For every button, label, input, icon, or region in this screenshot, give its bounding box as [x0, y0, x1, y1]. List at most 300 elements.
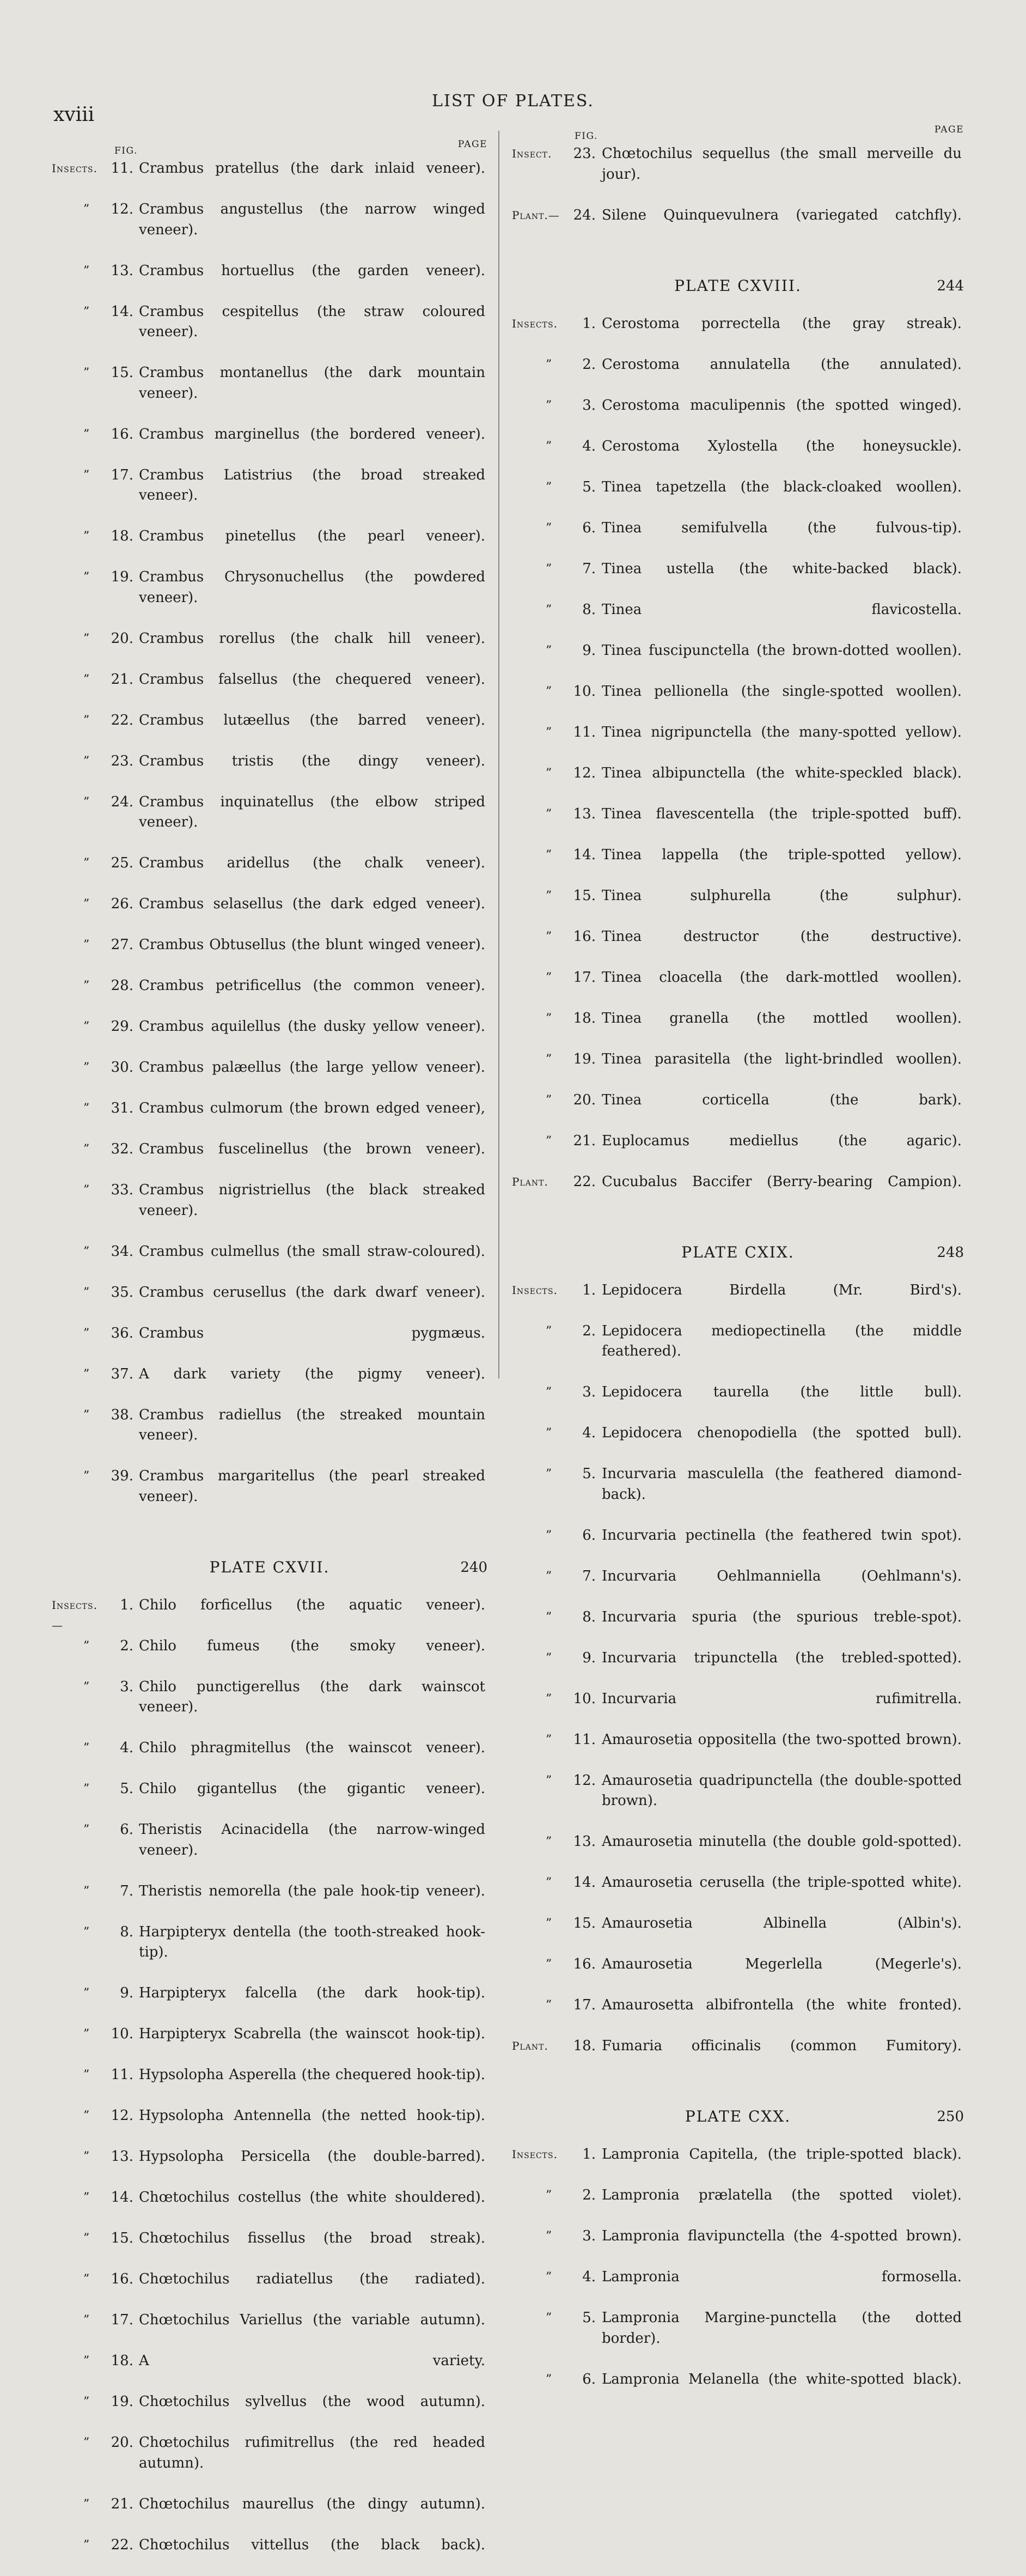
- figure-number: 9.: [120, 1985, 133, 2001]
- list-item: [512, 2226, 964, 2267]
- figure-number: 3.: [120, 1678, 133, 1695]
- list-item: [52, 302, 487, 363]
- ditto-mark: ”: [83, 754, 90, 768]
- species-entry: A dark variety (the pigmy veneer).: [139, 1365, 485, 1382]
- figure-number: 15.: [573, 1915, 596, 1931]
- species-entry: Crambus tristis (the dingy veneer).: [139, 752, 485, 769]
- ditto-mark: ”: [83, 2191, 90, 2204]
- ditto-mark: ”: [83, 713, 90, 727]
- list-item: [512, 396, 964, 436]
- figure-number: 12.: [573, 764, 596, 781]
- list-item: [512, 1832, 964, 1873]
- category-label: Insects.: [512, 1283, 558, 1297]
- species-entry: Crambus margaritellus (the pearl streaked veneer).: [139, 1468, 485, 1505]
- page-heading: PAGE: [934, 124, 964, 135]
- species-entry: Silene Quinquevulnera (variegated catchfly).: [602, 206, 962, 223]
- species-entry: Tinea lappella (the triple-spotted yellow).: [602, 846, 962, 863]
- species-entry: Crambus palæellus (the large yellow veneer).: [139, 1059, 485, 1076]
- list-item: [512, 559, 964, 600]
- list-item: [512, 1280, 964, 1321]
- figure-number: 25.: [111, 855, 133, 871]
- list-item: [52, 710, 487, 751]
- list-item: [512, 477, 964, 518]
- plate-cxvii-list: [52, 1595, 487, 2576]
- figure-number: 1.: [582, 1281, 596, 1298]
- ditto-mark: ”: [546, 807, 552, 821]
- list-item: [512, 1607, 964, 1648]
- figure-number: 21.: [111, 671, 133, 688]
- ditto-mark: ”: [546, 1386, 552, 1399]
- figure-number: 37.: [111, 1365, 133, 1382]
- species-entry: Cerostoma porrectella (the gray streak).: [602, 315, 962, 332]
- figure-number: 8.: [582, 1608, 596, 1625]
- list-item: [512, 1131, 964, 1172]
- ditto-mark: ”: [83, 672, 90, 686]
- figure-number: 33.: [111, 1182, 133, 1198]
- list-item: [512, 2036, 964, 2077]
- ditto-mark: ”: [546, 603, 552, 617]
- species-entry: Tinea flavicostella.: [602, 601, 962, 618]
- list-item: [512, 2308, 964, 2370]
- plate-heading-cxix: [512, 1241, 964, 1272]
- figure-number: 4.: [582, 438, 596, 454]
- plate-heading-cxvii: [52, 1556, 487, 1587]
- list-item: [52, 2024, 487, 2065]
- running-title: LIST OF PLATES.: [432, 92, 594, 111]
- species-entry: Tinea tapetzella (the black-cloaked woollen).: [602, 478, 962, 495]
- ditto-mark: ”: [546, 766, 552, 780]
- species-entry: Crambus culmellus (the small straw-coloured).: [139, 1243, 485, 1260]
- species-entry: Tinea semifulvella (the fulvous-tip).: [602, 519, 962, 536]
- species-entry: Cerostoma Xylostella (the honeysuckle).: [602, 438, 962, 454]
- list-item: [52, 1323, 487, 1364]
- ditto-mark: ”: [546, 1692, 552, 1706]
- ditto-mark: ”: [83, 1639, 90, 1653]
- figure-number: 13.: [111, 2148, 133, 2165]
- species-entry: Crambus rorellus (the chalk hill veneer).: [139, 630, 485, 647]
- figure-number: 36.: [111, 1325, 133, 1341]
- right-column: [512, 124, 964, 2410]
- species-entry: Tinea destructor (the destructive).: [602, 928, 962, 945]
- figure-number: 6.: [120, 1821, 133, 1838]
- species-entry: Crambus petrificellus (the common veneer).: [139, 977, 485, 994]
- list-item: [512, 1648, 964, 1689]
- list-item: [52, 2106, 487, 2147]
- species-entry: Crambus falsellus (the chequered veneer).: [139, 671, 485, 688]
- species-entry: Amaurosetta albifrontella (the white fronted).: [602, 1997, 962, 2013]
- left-column-header: [52, 139, 487, 159]
- list-item: [52, 1820, 487, 1881]
- species-entry: Incurvaria rufimitrella.: [602, 1690, 962, 1707]
- right-column-header: [512, 124, 964, 144]
- ditto-mark: ”: [546, 725, 552, 739]
- category-label: Insects.: [512, 317, 558, 330]
- ditto-mark: ”: [83, 1183, 90, 1197]
- list-item: [512, 722, 964, 763]
- plate-title: PLATE CXVIII.: [674, 276, 802, 295]
- species-entry: Lampronia Melanella (the white-spotted black).: [602, 2371, 962, 2387]
- list-item: [52, 2351, 487, 2392]
- ditto-mark: ”: [546, 439, 552, 453]
- species-entry: Crambus montanellus (the dark mountain veneer).: [139, 364, 485, 402]
- figure-number: 11.: [111, 2067, 133, 2083]
- species-entry: Incurvaria spuria (the spurious treble-spot).: [602, 1608, 962, 1625]
- species-entry: Tinea nigripunctella (the many-spotted yellow).: [602, 724, 962, 740]
- ditto-mark: ”: [83, 203, 90, 216]
- species-entry: Fumaria officinalis (common Fumitory).: [602, 2038, 962, 2054]
- ditto-mark: ”: [83, 530, 90, 543]
- ditto-mark: ”: [546, 1093, 552, 1107]
- ditto-mark: ”: [83, 366, 90, 380]
- list-item: [512, 1008, 964, 1049]
- species-entry: Chilo gigantellus (the gigantic veneer).: [139, 1781, 485, 1797]
- figure-number: 28.: [111, 977, 133, 994]
- plate-title: PLATE CXIX.: [681, 1243, 795, 1261]
- list-item: [52, 1283, 487, 1323]
- list-item: [512, 1873, 964, 1913]
- figure-number: 27.: [111, 937, 133, 953]
- list-item: [52, 1779, 487, 1820]
- species-entry: Amaurosetia Megerlella (Megerle's).: [602, 1956, 962, 1972]
- list-item: [52, 1466, 487, 1528]
- left-column: [52, 139, 487, 2576]
- species-entry: Theristis nemorella (the pale hook-tip veneer).: [139, 1882, 485, 1899]
- figure-number: 4.: [582, 1425, 596, 1441]
- list-item: [52, 629, 487, 670]
- ditto-mark: ”: [546, 2229, 552, 2243]
- plate-cxviii-list: [512, 314, 964, 1213]
- list-item: [52, 792, 487, 854]
- ditto-mark: ”: [546, 1610, 552, 1624]
- species-entry: Amaurosetia quadripunctella (the double-spotted brown).: [602, 1772, 962, 1809]
- figure-number: 8.: [582, 601, 596, 618]
- list-item: [512, 436, 964, 477]
- figure-number: 5.: [582, 478, 596, 495]
- ditto-mark: ”: [83, 468, 90, 482]
- figure-number: 4.: [582, 2269, 596, 2285]
- figure-number: 18.: [111, 528, 133, 544]
- figure-number: 29.: [111, 1018, 133, 1035]
- figure-number: 7.: [120, 1882, 133, 1899]
- species-entry: Chœtochilus costellus (the white shouldered).: [139, 2189, 485, 2206]
- ditto-mark: ”: [546, 1876, 552, 1890]
- ditto-mark: ”: [83, 2109, 90, 2123]
- ditto-mark: ”: [83, 427, 90, 441]
- species-entry: Chœtochilus vittellus (the black back).: [139, 2536, 485, 2553]
- list-item: [52, 567, 487, 629]
- list-item: [52, 935, 487, 976]
- list-item: [512, 641, 964, 682]
- list-item: [52, 976, 487, 1017]
- list-item: [52, 465, 487, 527]
- page-number: xviii: [53, 104, 95, 126]
- list-item: [52, 751, 487, 792]
- figure-number: 14.: [111, 2189, 133, 2206]
- ditto-mark: ”: [83, 1102, 90, 1115]
- list-item: [512, 2144, 964, 2185]
- ditto-mark: ”: [546, 2372, 552, 2386]
- list-item: [52, 2494, 487, 2535]
- list-item: [52, 1983, 487, 2024]
- figure-number: 17.: [573, 1997, 596, 2013]
- figure-number: 15.: [111, 364, 133, 381]
- figure-number: 6.: [582, 2371, 596, 2387]
- ditto-mark: ”: [546, 1733, 552, 1747]
- figure-number: 10.: [573, 1690, 596, 1707]
- figure-number: 19.: [111, 2393, 133, 2410]
- species-entry: Chœtochilus fissellus (the broad streak).: [139, 2230, 485, 2246]
- list-item: [512, 1382, 964, 1423]
- ditto-mark: ”: [546, 1958, 552, 1971]
- ditto-mark: ”: [83, 897, 90, 911]
- figure-number: 1.: [120, 1596, 133, 1613]
- figure-number: 2.: [120, 1637, 133, 1654]
- species-entry: Chilo punctigerellus (the dark wainscot veneer).: [139, 1678, 485, 1715]
- list-item: [512, 600, 964, 641]
- species-entry: Lampronia formosella.: [602, 2269, 962, 2285]
- list-item: [52, 1017, 487, 1058]
- species-entry: A variety.: [139, 2353, 485, 2369]
- page-heading: PAGE: [457, 139, 487, 150]
- plate-heading-cxx: [512, 2105, 964, 2136]
- figure-number: 11.: [573, 724, 596, 740]
- species-entry: Crambus lutæellus (the barred veneer).: [139, 712, 485, 728]
- ditto-mark: ”: [83, 1823, 90, 1837]
- list-item: [52, 363, 487, 424]
- list-item: [52, 1677, 487, 1739]
- ditto-mark: ”: [83, 1244, 90, 1259]
- figure-number: 17.: [573, 969, 596, 986]
- plate-heading-cxviii: [512, 275, 964, 305]
- figure-number: 23.: [573, 145, 596, 162]
- figure-number: 39.: [111, 1468, 133, 1484]
- species-entry: Crambus hortuellus (the garden veneer).: [139, 262, 485, 279]
- species-entry: Tinea albipunctella (the white-speckled black).: [602, 764, 962, 781]
- ditto-mark: ”: [83, 1782, 90, 1796]
- species-entry: Tinea cloacella (the dark-mottled woollen).: [602, 969, 962, 986]
- plate-page-number: 244: [937, 277, 964, 294]
- list-item: [52, 1180, 487, 1242]
- figure-number: 22.: [573, 1173, 596, 1190]
- species-entry: Lepidocera mediopectinella (the middle feathered).: [602, 1322, 962, 1359]
- figure-number: 24.: [111, 793, 133, 810]
- list-item: [512, 1771, 964, 1832]
- figure-number: 20.: [111, 630, 133, 647]
- list-item: [52, 2147, 487, 2188]
- ditto-mark: ”: [546, 1052, 552, 1066]
- ditto-mark: ”: [546, 2311, 552, 2325]
- species-entry: Chœtochilus rufimitrellus (the red headed autumn).: [139, 2434, 485, 2471]
- ditto-mark: ”: [546, 1998, 552, 2012]
- list-item: [52, 1881, 487, 1922]
- figure-number: 7.: [582, 1568, 596, 1584]
- ditto-mark: ”: [83, 305, 90, 319]
- list-item: [512, 2370, 964, 2410]
- ditto-mark: ”: [83, 1061, 90, 1074]
- species-entry: Crambus selasellus (the dark edged veneer).: [139, 896, 485, 912]
- figure-number: 10.: [573, 683, 596, 700]
- figure-number: 14.: [573, 1874, 596, 1891]
- category-label: Insect.: [512, 147, 552, 160]
- ditto-mark: ”: [83, 1986, 90, 2000]
- figure-number: 2.: [582, 2187, 596, 2203]
- figure-number: 16.: [111, 2271, 133, 2287]
- category-label: Plant.—: [512, 208, 560, 222]
- list-item: [512, 314, 964, 355]
- figure-number: 32.: [111, 1141, 133, 1157]
- plate-cxx-list: [512, 2144, 964, 2410]
- list-item: [512, 144, 964, 205]
- ditto-mark: ”: [546, 1426, 552, 1440]
- species-entry: Lampronia prælatella (the spotted violet).: [602, 2187, 962, 2203]
- figure-number: 38.: [111, 1406, 133, 1423]
- fig-heading: FIG.: [575, 131, 598, 142]
- figure-number: 6.: [582, 519, 596, 536]
- list-item: [52, 1922, 487, 1984]
- list-item: [52, 1098, 487, 1139]
- list-item: [512, 1730, 964, 1771]
- list-item: [52, 670, 487, 710]
- species-entry: Crambus nigristriellus (the black streaked veneer).: [139, 1182, 485, 1219]
- list-item: [52, 159, 487, 199]
- ditto-mark: ”: [83, 1367, 90, 1381]
- list-item: [52, 2310, 487, 2351]
- list-item: [512, 682, 964, 722]
- species-entry: Incurvaria masculella (the feathered diamond-back).: [602, 1466, 962, 1503]
- figure-number: 19.: [573, 1050, 596, 1067]
- list-item: [52, 2228, 487, 2269]
- figure-number: 4.: [120, 1740, 133, 1756]
- species-entry: Cerostoma annulatella (the annulated).: [602, 356, 962, 373]
- ditto-mark: ”: [83, 2354, 90, 2368]
- ditto-mark: ”: [83, 1469, 90, 1483]
- species-entry: Chœtochilus radiatellus (the radiated).: [139, 2271, 485, 2287]
- figure-number: 17.: [111, 466, 133, 483]
- species-entry: Crambus cespitellus (the straw coloured veneer).: [139, 303, 485, 340]
- list-item: [512, 205, 964, 246]
- list-item: [52, 1139, 487, 1180]
- species-entry: Harpipteryx falcella (the dark hook-tip).: [139, 1985, 485, 2001]
- species-entry: Lepidocera chenopodiella (the spotted bull).: [602, 1425, 962, 1441]
- figure-number: 23.: [111, 752, 133, 769]
- list-item: [52, 424, 487, 465]
- list-item: [52, 853, 487, 894]
- figure-number: 1.: [582, 315, 596, 332]
- figure-number: 11.: [111, 160, 133, 177]
- figure-number: 12.: [111, 201, 133, 217]
- ditto-mark: ”: [546, 1651, 552, 1665]
- figure-number: 24.: [573, 206, 596, 223]
- list-item: [52, 2392, 487, 2433]
- species-entry: Euplocamus mediellus (the agaric).: [602, 1132, 962, 1149]
- figure-number: 8.: [120, 1923, 133, 1940]
- species-entry: Incurvaria Oehlmanniella (Oehlmann's).: [602, 1568, 962, 1584]
- species-entry: Chilo forficellus (the aquatic veneer).: [139, 1596, 485, 1613]
- category-label: Insects.: [52, 162, 97, 175]
- species-entry: Amaurosetia Albinella (Albin's).: [602, 1915, 962, 1931]
- list-item: [512, 1321, 964, 1383]
- list-item: [512, 1090, 964, 1131]
- ditto-mark: ”: [546, 2189, 552, 2202]
- species-entry: Tinea corticella (the bark).: [602, 1091, 962, 1108]
- species-entry: Hypsolopha Asperella (the chequered hook-tip).: [139, 2067, 485, 2083]
- figure-number: 5.: [582, 2310, 596, 2326]
- species-entry: Crambus inquinatellus (the elbow striped veneer).: [139, 793, 485, 830]
- figure-number: 21.: [573, 1132, 596, 1149]
- plate-cxvii-continued-list: [512, 144, 964, 246]
- column-rule: [498, 131, 499, 1378]
- species-entry: Hypsolopha Antennella (the netted hook-tip).: [139, 2107, 485, 2124]
- figure-number: 7.: [582, 560, 596, 577]
- figure-number: 16.: [573, 1956, 596, 1972]
- figure-number: 6.: [582, 1527, 596, 1544]
- species-entry: Chœtochilus sequellus (the small merveille du jour).: [602, 145, 962, 183]
- figure-number: 13.: [573, 1833, 596, 1850]
- list-item: [52, 1595, 487, 1636]
- ditto-mark: ”: [83, 1326, 90, 1340]
- species-entry: Crambus Chrysonuchellus (the powdered veneer).: [139, 569, 485, 606]
- ditto-mark: ”: [546, 521, 552, 535]
- species-entry: Chœtochilus sylvellus (the wood autumn).: [139, 2393, 485, 2410]
- figure-number: 5.: [120, 1781, 133, 1797]
- figure-number: 3.: [582, 397, 596, 414]
- list-item: [52, 894, 487, 935]
- plate-title: PLATE CXX.: [685, 2107, 791, 2125]
- ditto-mark: ”: [546, 562, 552, 576]
- species-entry: Crambus Obtusellus (the blunt winged veneer).: [139, 937, 485, 953]
- figure-number: 20.: [111, 2434, 133, 2451]
- ditto-mark: ”: [546, 848, 552, 862]
- ditto-mark: ”: [83, 2538, 90, 2552]
- figure-number: 16.: [111, 426, 133, 442]
- species-entry: Crambus radiellus (the streaked mountain veneer).: [139, 1406, 485, 1443]
- ditto-mark: ”: [83, 1741, 90, 1755]
- list-item: [52, 1738, 487, 1779]
- ditto-mark: ”: [83, 2150, 90, 2164]
- list-item: [512, 1913, 964, 1954]
- ditto-mark: ”: [546, 357, 552, 372]
- list-item: [512, 1049, 964, 1090]
- plate-title: PLATE CXVII.: [209, 1558, 330, 1576]
- species-entry: Cucubalus Baccifer (Berry-bearing Campion).: [602, 1173, 962, 1190]
- ditto-mark: ”: [83, 1143, 90, 1156]
- list-item: [512, 1423, 964, 1464]
- list-item: [512, 1172, 964, 1213]
- figure-number: 12.: [573, 1772, 596, 1789]
- figure-number: 5.: [582, 1466, 596, 1482]
- species-entry: Crambus pygmæus.: [139, 1325, 485, 1341]
- ditto-mark: ”: [546, 1528, 552, 1542]
- figure-number: 12.: [111, 2107, 133, 2124]
- plate-cxix-list: [512, 1280, 964, 2077]
- figure-number: 20.: [573, 1091, 596, 1108]
- plate-page-number: 240: [460, 1559, 487, 1576]
- ditto-mark: ”: [83, 795, 90, 809]
- ditto-mark: ”: [546, 1134, 552, 1148]
- list-item: [512, 1464, 964, 1526]
- list-item: [512, 1995, 964, 2036]
- species-entry: Lepidocera Birdella (Mr. Bird's).: [602, 1281, 962, 1298]
- list-item: [512, 2185, 964, 2226]
- figure-number: 3.: [582, 2228, 596, 2244]
- figure-number: 2.: [582, 356, 596, 373]
- species-entry: Theristis Acinacidella (the narrow-winged veneer).: [139, 1821, 485, 1858]
- list-item: [52, 261, 487, 302]
- list-item: [512, 886, 964, 927]
- figure-number: 13.: [111, 262, 133, 279]
- species-entry: Tinea fuscipunctella (the brown-dotted woollen).: [602, 642, 962, 659]
- ditto-mark: ”: [546, 398, 552, 412]
